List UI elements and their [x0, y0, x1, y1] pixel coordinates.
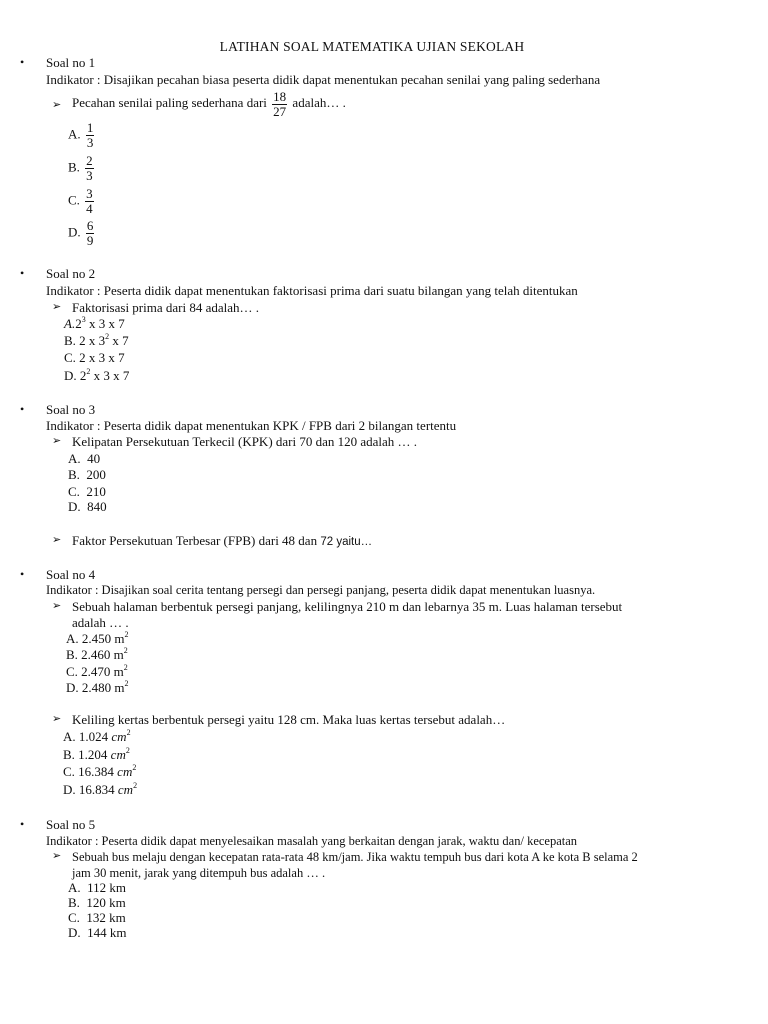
text: 2: [124, 630, 129, 639]
text: 2 x 3: [79, 333, 106, 348]
text: 40: [87, 451, 101, 466]
text: 2: [123, 646, 128, 655]
option-a: [68, 451, 100, 467]
text: 2: [86, 367, 91, 376]
option-d: [68, 925, 127, 941]
text: 840: [87, 499, 107, 514]
option-b: [68, 895, 126, 911]
text: Faktor Persekutuan Terbesar (FPB) dari 48 dan: [72, 533, 318, 548]
text: B.: [64, 333, 76, 348]
text: C.: [64, 350, 76, 365]
soal-2-label: Soal no 2: [46, 266, 96, 281]
bullet-icon: •: [20, 55, 25, 69]
text: 72 yaitu…: [320, 536, 373, 548]
text: D.: [66, 680, 79, 695]
text: 3: [86, 135, 94, 150]
option-b: [68, 467, 106, 483]
option-c: [66, 664, 128, 680]
text: 144 km: [87, 925, 127, 940]
soal-2-indikator: Indikator : Peserta didik dapat menentukan faktorisasi prima dari suatu bilangan yang telah ditentukan: [46, 283, 578, 298]
text: 3: [86, 168, 93, 183]
bullet-icon: •: [20, 402, 25, 416]
text: 2: [125, 746, 130, 755]
text: x 3 x 7: [90, 368, 130, 383]
text: 9: [86, 233, 94, 248]
arrow-bullet-icon: ➢: [52, 600, 62, 612]
soal-5-indikator: Indikator : Peserta didik dapat menyelesaikan masalah yang berkaitan dengan jarak, waktu dan/ kecepatan: [46, 834, 578, 848]
option-d: [68, 219, 96, 248]
option-c: [64, 350, 125, 366]
arrow-bullet-icon: ➢: [52, 534, 62, 546]
option-c: [68, 484, 106, 500]
option-d: [68, 499, 107, 515]
option-a: [64, 316, 125, 332]
text: x 3 x 7: [85, 316, 125, 331]
option-b: [63, 747, 130, 763]
text: C.: [63, 764, 75, 779]
text: 2: [75, 316, 82, 331]
text: 1: [86, 120, 94, 135]
text: 2: [124, 679, 129, 688]
text: 132 km: [86, 910, 126, 925]
option-d: [63, 782, 137, 798]
bullet-icon: •: [20, 567, 25, 581]
text: 2.480 m: [81, 680, 125, 695]
text: D.: [63, 782, 76, 797]
text: C.: [68, 484, 80, 499]
text: cm: [117, 782, 134, 797]
text: 210: [86, 484, 106, 499]
text: 2.470 m: [81, 664, 124, 679]
arrow-bullet-icon: ➢: [52, 713, 62, 725]
text: D.: [64, 368, 77, 383]
soal-4-indikator: Indikator : Disajikan soal cerita tentang persegi dan persegi panjang, peserta didik dapat menentukan luasnya.: [46, 583, 596, 597]
option-b: [66, 647, 128, 663]
option-a: [63, 729, 131, 745]
document-title: LATIHAN SOAL MATEMATIKA UJIAN SEKOLAH: [219, 39, 525, 54]
text: 3: [86, 186, 93, 201]
option-a: [66, 631, 129, 647]
text: 2: [126, 728, 131, 737]
question-text-end: adalah… .: [292, 95, 346, 110]
option-a: [68, 880, 126, 896]
text: B.: [68, 895, 80, 910]
text: 2: [79, 368, 87, 383]
text: C.: [66, 664, 78, 679]
text: D.: [68, 224, 81, 240]
text: 2: [105, 332, 110, 341]
text: cm: [111, 729, 127, 744]
text: cm: [110, 747, 126, 762]
arrow-bullet-icon: ➢: [52, 301, 62, 313]
soal-3-indikator: Indikator : Peserta didik dapat menentukan KPK / FPB dari 2 bilangan tertentu: [46, 418, 457, 433]
text: 2: [133, 781, 138, 790]
option-c: [68, 910, 126, 926]
text: A.: [64, 316, 76, 331]
text: B.: [68, 159, 80, 175]
soal-1-indikator: Indikator : Disajikan pecahan biasa peserta didik dapat menentukan pecahan senilai yang paling sederhana: [46, 72, 601, 87]
text: 4: [86, 201, 93, 216]
soal-2-question: Faktorisasi prima dari 84 adalah… .: [72, 300, 260, 315]
text: 112 km: [87, 880, 127, 895]
arrow-bullet-icon: ➢: [52, 435, 62, 447]
bullet-icon: •: [20, 266, 25, 280]
text: D.: [68, 499, 81, 514]
soal-4-question-2: Keliling kertas berbentuk persegi yaitu 128 cm. Maka luas kertas tersebut adalah…: [72, 712, 506, 727]
question-text: Pecahan senilai paling sederhana dari: [72, 95, 267, 110]
option-b: [68, 154, 96, 183]
option-a: [68, 121, 96, 150]
soal-5-label: Soal no 5: [46, 817, 96, 832]
fraction: [85, 154, 94, 183]
arrow-bullet-icon: ➢: [52, 850, 62, 862]
text: 2 x 3 x 7: [79, 350, 125, 365]
text: 1.204: [78, 747, 108, 762]
denominator: 27: [273, 103, 287, 119]
soal-3-question: Kelipatan Persekutuan Terkecil (KPK) dari 70 dan 120 adalah … .: [72, 434, 418, 449]
fraction: [85, 187, 94, 216]
text: 2: [123, 663, 128, 672]
text: B.: [63, 747, 75, 762]
text: x 7: [109, 333, 129, 348]
text: B.: [68, 467, 80, 482]
text: C.: [68, 192, 80, 208]
soal-4-question-line-1: Sebuah halaman berbentuk persegi panjang, kelilingnya 210 m dan lebarnya 35 m. Luas halaman tersebut: [72, 599, 623, 614]
text: 6: [86, 218, 94, 233]
text: A.: [68, 880, 81, 895]
option-d: [66, 680, 129, 696]
text: A.: [68, 126, 81, 142]
fraction: [272, 90, 287, 119]
text: 2.450 m: [81, 631, 125, 646]
soal-3-question-2: [72, 533, 372, 550]
text: 16.384: [78, 764, 114, 779]
soal-3-label: Soal no 3: [46, 402, 96, 417]
soal-4-question-line-2: adalah … .: [72, 615, 129, 630]
fraction: [86, 121, 95, 150]
soal-4-label: Soal no 4: [46, 567, 96, 582]
text: A.: [66, 631, 79, 646]
text: D.: [68, 925, 81, 940]
text: 3: [81, 315, 86, 324]
option-c: [68, 187, 96, 216]
text: A.: [63, 729, 76, 744]
arrow-bullet-icon: ➢: [52, 99, 62, 111]
soal-5-question-line-2: jam 30 menit, jarak yang ditempuh bus adalah … .: [72, 866, 326, 880]
text: 200: [86, 467, 106, 482]
soal-5-question-line-1: Sebuah bus melaju dengan kecepatan rata-rata 48 km/jam. Jika waktu tempuh bus dari kota A ke kota B selama 2: [72, 850, 638, 864]
soal-1-question: [72, 88, 346, 119]
text: 2: [132, 763, 137, 772]
option-c: [63, 764, 136, 780]
text: A.: [68, 451, 81, 466]
text: C.: [68, 910, 80, 925]
numerator: 18: [273, 88, 287, 104]
text: cm: [117, 764, 133, 779]
fraction: [86, 219, 95, 248]
text: 2: [86, 153, 93, 168]
text: 2.460 m: [81, 647, 124, 662]
soal-1-label: Soal no 1: [46, 55, 96, 70]
text: 16.834: [78, 782, 115, 797]
option-d: [64, 368, 129, 384]
option-b: [64, 333, 129, 349]
bullet-icon: •: [20, 817, 25, 831]
text: B.: [66, 647, 78, 662]
text: 1.024: [78, 729, 109, 744]
text: 120 km: [86, 895, 126, 910]
